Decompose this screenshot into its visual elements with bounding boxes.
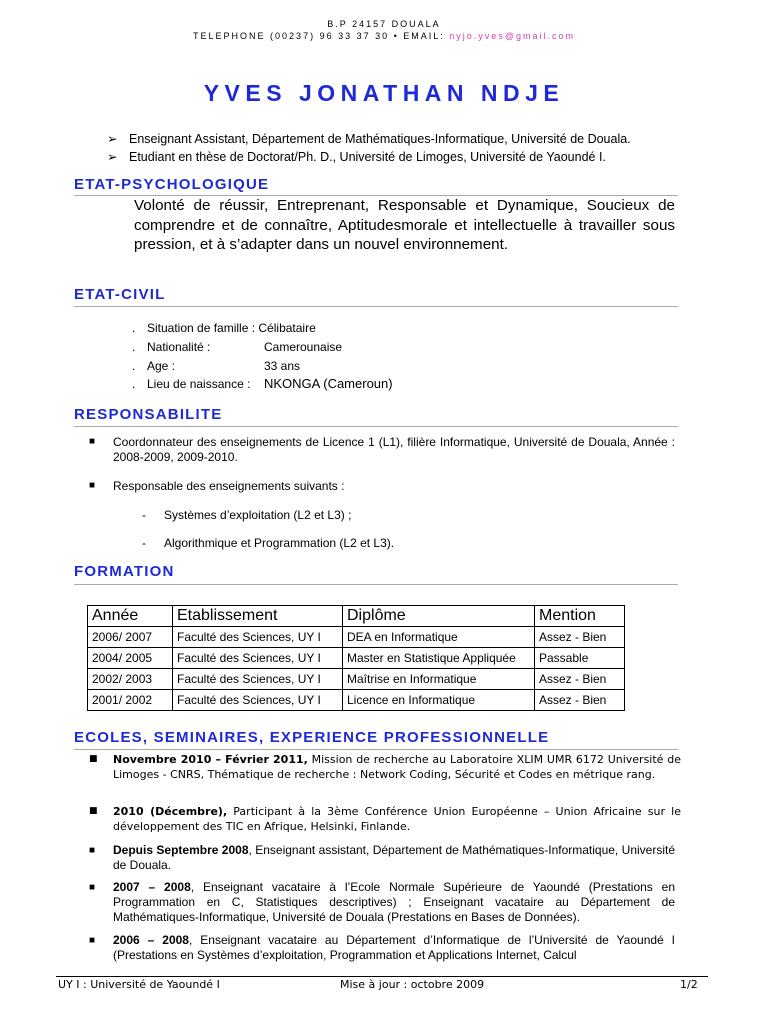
table-cell: Faculté des Sciences, UY I	[173, 627, 343, 648]
psych-paragraph: Volonté de réussir, Entreprenant, Responsable et Dynamique, Soucieux de comprendre et de connaître, Aptitudesmorale et intellectuelle à travailler sous pression, et à s’adapter dans un nouvel environnement.	[134, 197, 675, 253]
header-contact	[0, 31, 768, 41]
resp-subitem: - Systèmes d’exploitation (L2 et L3) ;	[142, 508, 352, 522]
section-title-ecoles: ECOLES, SEMINAIRES, EXPERIENCE PROFESSIONNELLE	[74, 729, 550, 746]
table-row	[88, 627, 625, 648]
experience-item: ■ 2010 (Décembre), Participant à la 3ème Conférence Union Européenne – Union Africaine sur le développement des TIC en Afrique, Helsinki, Finlande.	[89, 805, 681, 833]
resp-subitem: - Algorithmique et Programmation (L2 et L3).	[142, 536, 395, 550]
arrow-icon: ➢	[107, 132, 118, 146]
table-cell: 2004/ 2005	[88, 648, 173, 669]
table-cell: Faculté des Sciences, UY I	[173, 690, 343, 711]
dash-marker: -	[142, 508, 146, 522]
header-phone: TELEPHONE (00237) 96 33 37 30 • EMAIL:	[193, 31, 445, 41]
civil-nationality-label: Nationalité :	[147, 340, 211, 354]
table-cell: Master en Statistique Appliquée	[343, 648, 535, 669]
bullet-icon: ■	[89, 754, 98, 764]
experience-item: ■ 2007 – 2008, Enseignant vacataire à l’Ecole Normale Supérieure de Yaoundé (Prestations en Programmation en C, Statistiques descriptives) ; Enseignant vacataire au Département de Mathématiques-Informatique, Université de Douala (Prestations en Bases de Données).	[89, 880, 676, 924]
table-row	[88, 648, 625, 669]
section-divider	[74, 749, 678, 750]
table-cell: Assez - Bien	[535, 669, 625, 690]
section-divider	[74, 426, 678, 427]
section-title-resp: RESPONSABILITE	[74, 406, 223, 423]
civil-birthplace-value: NKONGA (Cameroun)	[264, 376, 393, 391]
table-row	[88, 690, 625, 711]
table-header-cell: Mention	[535, 606, 625, 627]
civil-age-value: 33 ans	[264, 359, 301, 373]
civil-marker: .	[132, 377, 136, 391]
section-divider	[74, 584, 678, 585]
civil-marker: .	[132, 359, 136, 373]
experience-item: ■ Novembre 2010 – Février 2011, Mission de recherche au Laboratoire XLIM UMR 6172 Université de Limoges - CNRS, Thématique de recherche : Network Coding, Sécurité et Codes en métrique rang.	[89, 753, 681, 781]
table-header-cell: Etablissement	[173, 606, 343, 627]
bullet-icon: ■	[89, 845, 96, 856]
table-cell: Assez - Bien	[535, 627, 625, 648]
table-header-cell: Année	[88, 606, 173, 627]
dash-marker: -	[142, 536, 146, 550]
table-header-cell: Diplôme	[343, 606, 535, 627]
civil-marker: .	[132, 340, 136, 354]
header-address: B.P 24157 DOUALA	[327, 19, 441, 29]
resp-item: ■ Responsable des enseignements suivants :	[89, 479, 345, 493]
table-cell: 2006/ 2007	[88, 627, 173, 648]
table-cell: Licence en Informatique	[343, 690, 535, 711]
section-title-psych: ETAT-PSYCHOLOGIQUE	[74, 176, 270, 193]
experience-item: ■ 2006 – 2008, Enseignant vacataire au Département d’Informatique de l’Université de Yaoundé I (Prestations en Systèmes d’exploitation, Programmation et Applications Internet, Calcul	[89, 933, 676, 962]
footer-page-number: 1/2	[680, 978, 698, 991]
bullet-icon: ■	[89, 882, 96, 893]
civil-marker: .	[132, 321, 136, 335]
footer-divider	[56, 976, 708, 977]
table-cell: DEA en Informatique	[343, 627, 535, 648]
footer-center: Mise à jour : octobre 2009	[340, 978, 485, 991]
resp-item: ■ Coordonnateur des enseignements de Licence 1 (L1), filière Informatique, Université de Douala, Année : 2008-2009, 2009-2010.	[89, 435, 675, 464]
table-cell: Assez - Bien	[535, 690, 625, 711]
bullet-icon: ■	[89, 935, 96, 946]
bullet-icon: ■	[89, 436, 96, 447]
cv-name: YVES JONATHAN NDJE	[203, 80, 565, 106]
table-header-row	[88, 606, 625, 627]
table-cell: Faculté des Sciences, UY I	[173, 648, 343, 669]
civil-nationality-value: Camerounaise	[264, 340, 343, 354]
table-cell: 2001/ 2002	[88, 690, 173, 711]
formation-table	[87, 605, 625, 711]
experience-item: ■ Depuis Septembre 2008, Enseignant assistant, Département de Mathématiques-Informatique, Université de Douala.	[89, 843, 675, 872]
section-divider	[74, 306, 678, 307]
table-cell: Passable	[535, 648, 625, 669]
civil-age-label: Age :	[147, 359, 176, 373]
intro-item: ➢ Enseignant Assistant, Département de Mathématiques-Informatique, Université de Douala.	[107, 132, 631, 146]
table-cell: Faculté des Sciences, UY I	[173, 669, 343, 690]
civil-birthplace-label: Lieu de naissance :	[147, 377, 251, 391]
section-title-formation: FORMATION	[74, 563, 175, 580]
arrow-icon: ➢	[107, 150, 118, 164]
bullet-icon: ■	[89, 480, 96, 491]
table-row	[88, 669, 625, 690]
table-cell: Maîtrise en Informatique	[343, 669, 535, 690]
civil-family: Situation de famille : Célibataire	[147, 321, 316, 335]
header-email[interactable]: nyjo.yves@gmail.com	[449, 31, 575, 41]
intro-item: ➢ Etudiant en thèse de Doctorat/Ph. D., Université de Limoges, Université de Yaoundé I.	[107, 150, 606, 164]
footer-left: UY I : Université de Yaoundé I	[58, 978, 220, 991]
bullet-icon: ■	[89, 806, 98, 816]
section-title-civil: ETAT-CIVIL	[74, 286, 166, 303]
table-cell: 2002/ 2003	[88, 669, 173, 690]
